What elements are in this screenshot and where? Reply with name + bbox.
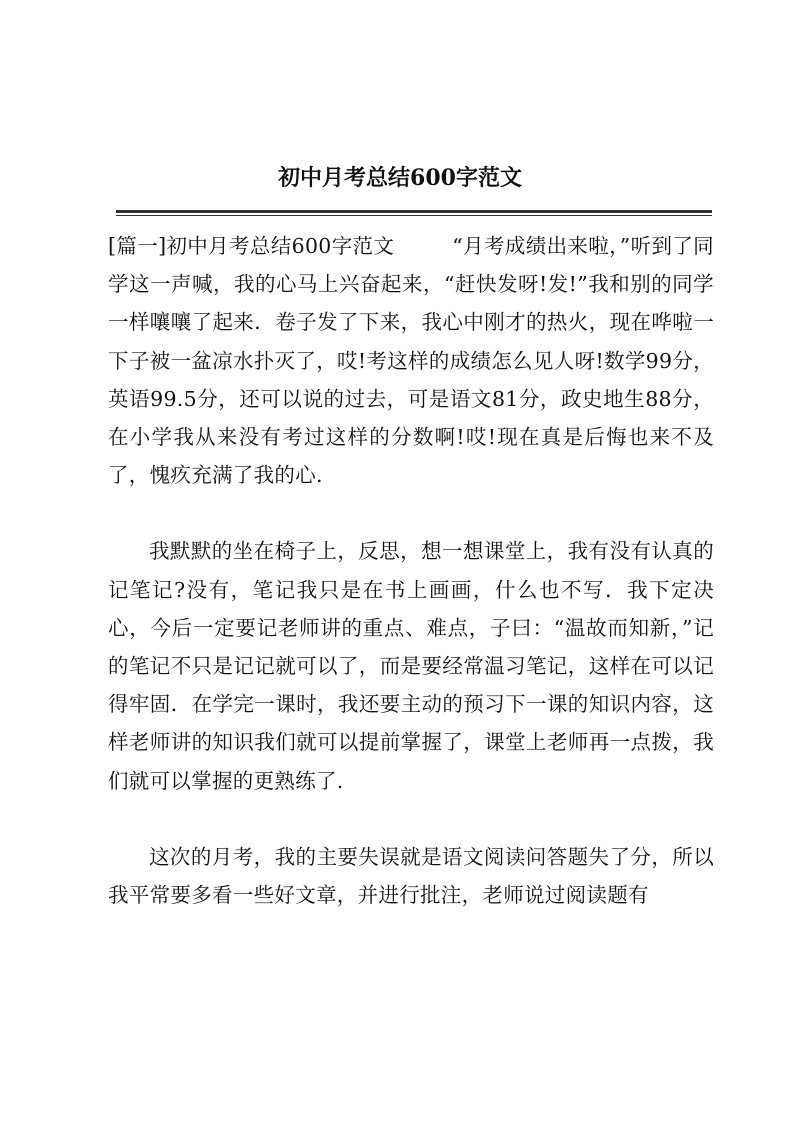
paragraph-gap-2	[108, 800, 714, 838]
paragraph-1-text: “月考成绩出来啦，”听到了同学这一声喊，我的心马上兴奋起来，“赶快发呀!发!”我和别的同学一样嚷嚷了起来．卷子发了下来，我心中刚才的热火，现在哗啦一下子被一盆凉水扑灭了，哎!考这样的成绩怎么见人呀!数学99分，英语99.5分，还可以说的过去，可是语文81分，政史地生88分，在小学我从来没有考过这样的分数啊!哎!现在真是后悔也来不及了，愧疚充满了我的心.	[108, 234, 714, 488]
paragraph-3: 这次的月考，我的主要失误就是语文阅读问答题失了分，所以我平常要多看一些好文章，并进行批注，老师说过阅读题有	[108, 844, 714, 908]
document-body	[108, 227, 714, 914]
paragraph-1	[108, 227, 714, 494]
paragraph-gap-1	[108, 494, 714, 532]
title-rule-thin	[116, 215, 712, 216]
document-title: 初中月考总结600字范文	[278, 165, 522, 191]
title-rule-thick	[116, 210, 712, 213]
paragraph-2: 我默默的坐在椅子上，反思，想一想课堂上，我有没有认真的记笔记?没有，笔记我只是在书上画画，什么也不写．我下定决心，今后一定要记老师讲的重点、难点，子曰：“温故而知新，”记的笔记不只是记记就可以了，而是要经常温习笔记，这样在可以记得牢固．在学完一课时，我还要主动的预习下一课的知识内容，这样老师讲的知识我们就可以提前掌握了，课堂上老师再一点拨，我们就可以掌握的更熟练了.	[108, 539, 714, 793]
section-label: [篇一]初中月考总结600字范文	[108, 234, 395, 258]
